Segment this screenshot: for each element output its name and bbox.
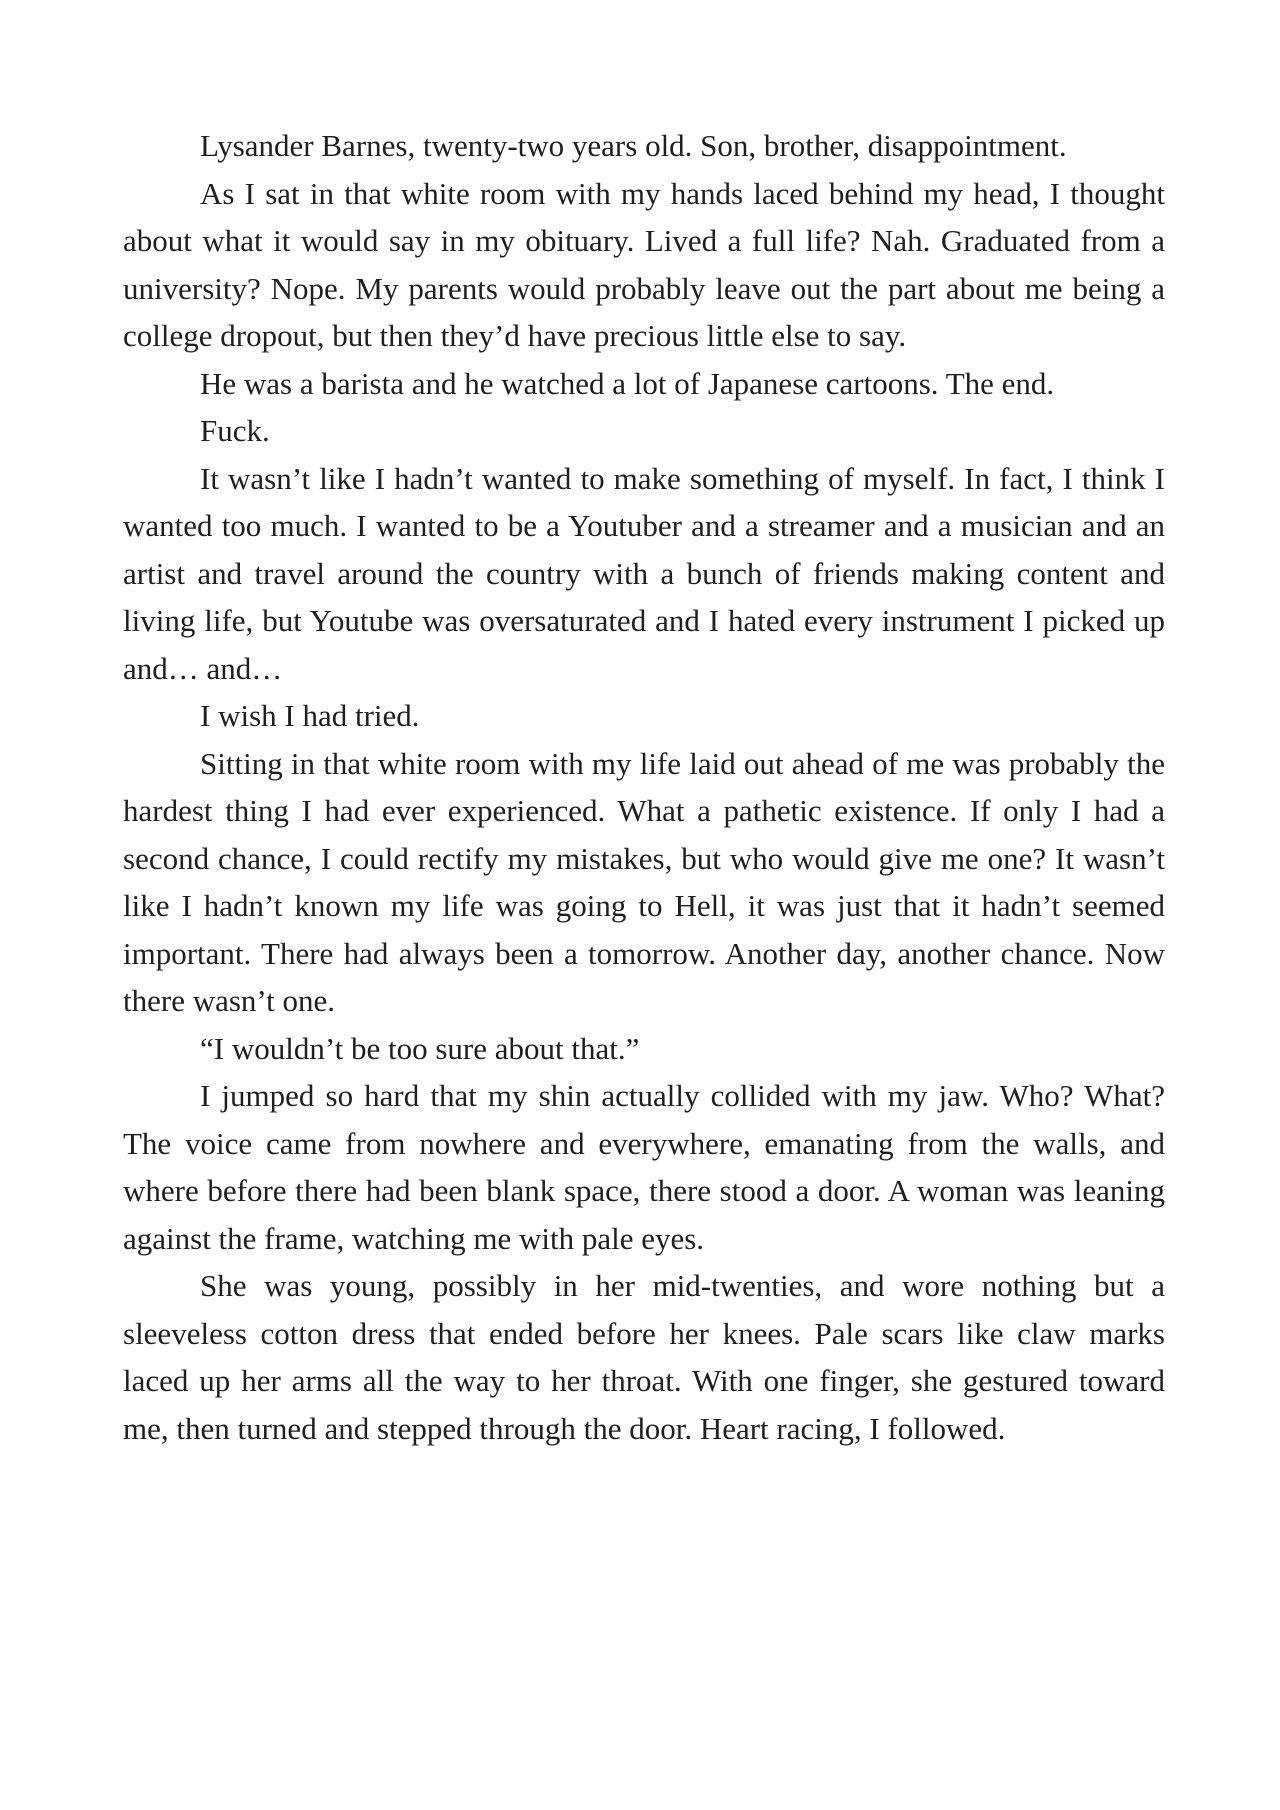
paragraph-4: Fuck. bbox=[200, 413, 270, 448]
paragraph-5: It wasn’t like I hadn’t wanted to make something of myself. In fact, I think I wanted too much. I wanted to be a Youtuber and a streamer and a musician and an artist and travel around the country with a bunch of friends making content and living life, but Youtube was oversaturated and I hated every instrument I picked up and… and… bbox=[123, 460, 1165, 686]
paragraph-3: He was a barista and he watched a lot of Japanese cartoons. The end. bbox=[200, 365, 1055, 401]
paragraph-8: “I wouldn’t be too sure about that.” bbox=[200, 1030, 640, 1066]
document-page bbox=[123, 122, 1165, 1452]
paragraph-1: Lysander Barnes, twenty-two years old. Son, brother, disappointment. bbox=[200, 128, 1067, 163]
paragraph-2: As I sat in that white room with my hands laced behind my head, I thought about what it would say in my obituary. Lived a full life? Nah. Graduated from a university? Nope. My parents would probably leave out the part about me being a college dropout, but then they’d have precious little else to say. bbox=[123, 175, 1165, 353]
paragraph-10: She was young, possibly in her mid-twenties, and wore nothing but a sleeveless cotton dress that ended before her knees. Pale scars like claw marks laced up her arms all the way to her throat. With one finger, she gestured toward me, then turned and stepped through the door. Heart racing, I followed. bbox=[123, 1268, 1165, 1446]
paragraph-6: I wish I had tried. bbox=[200, 698, 420, 733]
paragraph-7: Sitting in that white room with my life laid out ahead of me was probably the hardest thing I had ever experienced. What a pathetic existence. If only I had a second chance, I could rectify my mistakes, but who would give me one? It wasn’t like I hadn’t known my life was going to Hell, it was just that it hadn’t seemed important. There had always been a tomorrow. Another day, another chance. Now there wasn’t one. bbox=[123, 745, 1165, 1018]
paragraph-9: I jumped so hard that my shin actually collided with my jaw. Who? What? The voice came from nowhere and everywhere, emanating from the walls, and where before there had been blank space, there stood a door. A woman was leaning against the frame, watching me with pale eyes. bbox=[123, 1078, 1165, 1256]
